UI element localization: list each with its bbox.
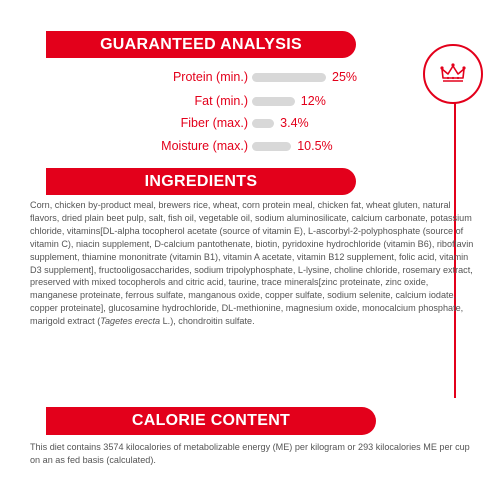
brand-badge [423, 44, 483, 104]
analysis-value: 3.4% [280, 116, 309, 130]
analysis-label: Protein (min.) [172, 70, 248, 84]
analysis-label: Fiber (max.) [180, 116, 248, 130]
analysis-row-fat [0, 93, 500, 109]
analysis-value: 25% [332, 70, 358, 84]
guaranteed-analysis-header: GUARANTEED ANALYSIS [46, 31, 356, 58]
calorie-content-text: This diet contains 3574 kilocalories of metabolizable energy (ME) per kilogram or 293 kilocalories ME per cup on an as fed basis (calculated). [30, 442, 470, 465]
analysis-bar [252, 73, 326, 82]
italic-species-name: Tagetes erecta [100, 316, 161, 327]
analysis-value: 12% [300, 94, 326, 108]
analysis-label: Fat (min.) [194, 94, 248, 108]
analysis-bar [252, 142, 291, 151]
ingredients-header: INGREDIENTS [46, 168, 356, 195]
ingredients-text: Corn, chicken by-product meal, brewers rice, wheat, corn protein meal, chicken fat, wheat gluten, natural flavors, dried plain beet pulp, salt, fish oil, vegetable oil, sodium aluminosilicate, calcium carbonate, potassium chloride, vitamins[DL-alpha tocopherol acetate (source of vitamin E), L-ascorbyl-2-polyphosphate (source of vitamin C), niacin supplement, D-calcium pantothenate, biotin, pyridoxine hydrochloride (vitamin B6), riboflavin supplement, thiamine mononitrate (vitamin B1), vitamin A acetate, vitamin B12 supplement, folic acid, vitamin D3 supplement], fructooligosaccharides, sodium tripolyphosphate, L-lysine, choline chloride, rosemary extract, preserved with mixed tocopherols and citric acid, taurine, trace minerals[zinc proteinate, zinc oxide, manganese proteinate, ferrous sulfate, manganous oxide, copper sulfate, sodium selenite, calcium iodate, copper proteinate], glucosamine hydrochloride, DL-methionine, magnesium oxide, monocalcium phosphate, marigold extract (Tagetes erecta L.), chondroitin sulfate. [30, 200, 474, 327]
analysis-bar [252, 119, 274, 128]
analysis-bar [252, 97, 295, 106]
analysis-row-fiber [0, 115, 500, 131]
analysis-value: 10.5% [297, 139, 333, 153]
calorie-content-header: CALORIE CONTENT [46, 407, 376, 435]
analysis-label: Moisture (max.) [161, 139, 248, 153]
crown-icon [439, 62, 467, 86]
analysis-row-moisture [0, 138, 500, 154]
